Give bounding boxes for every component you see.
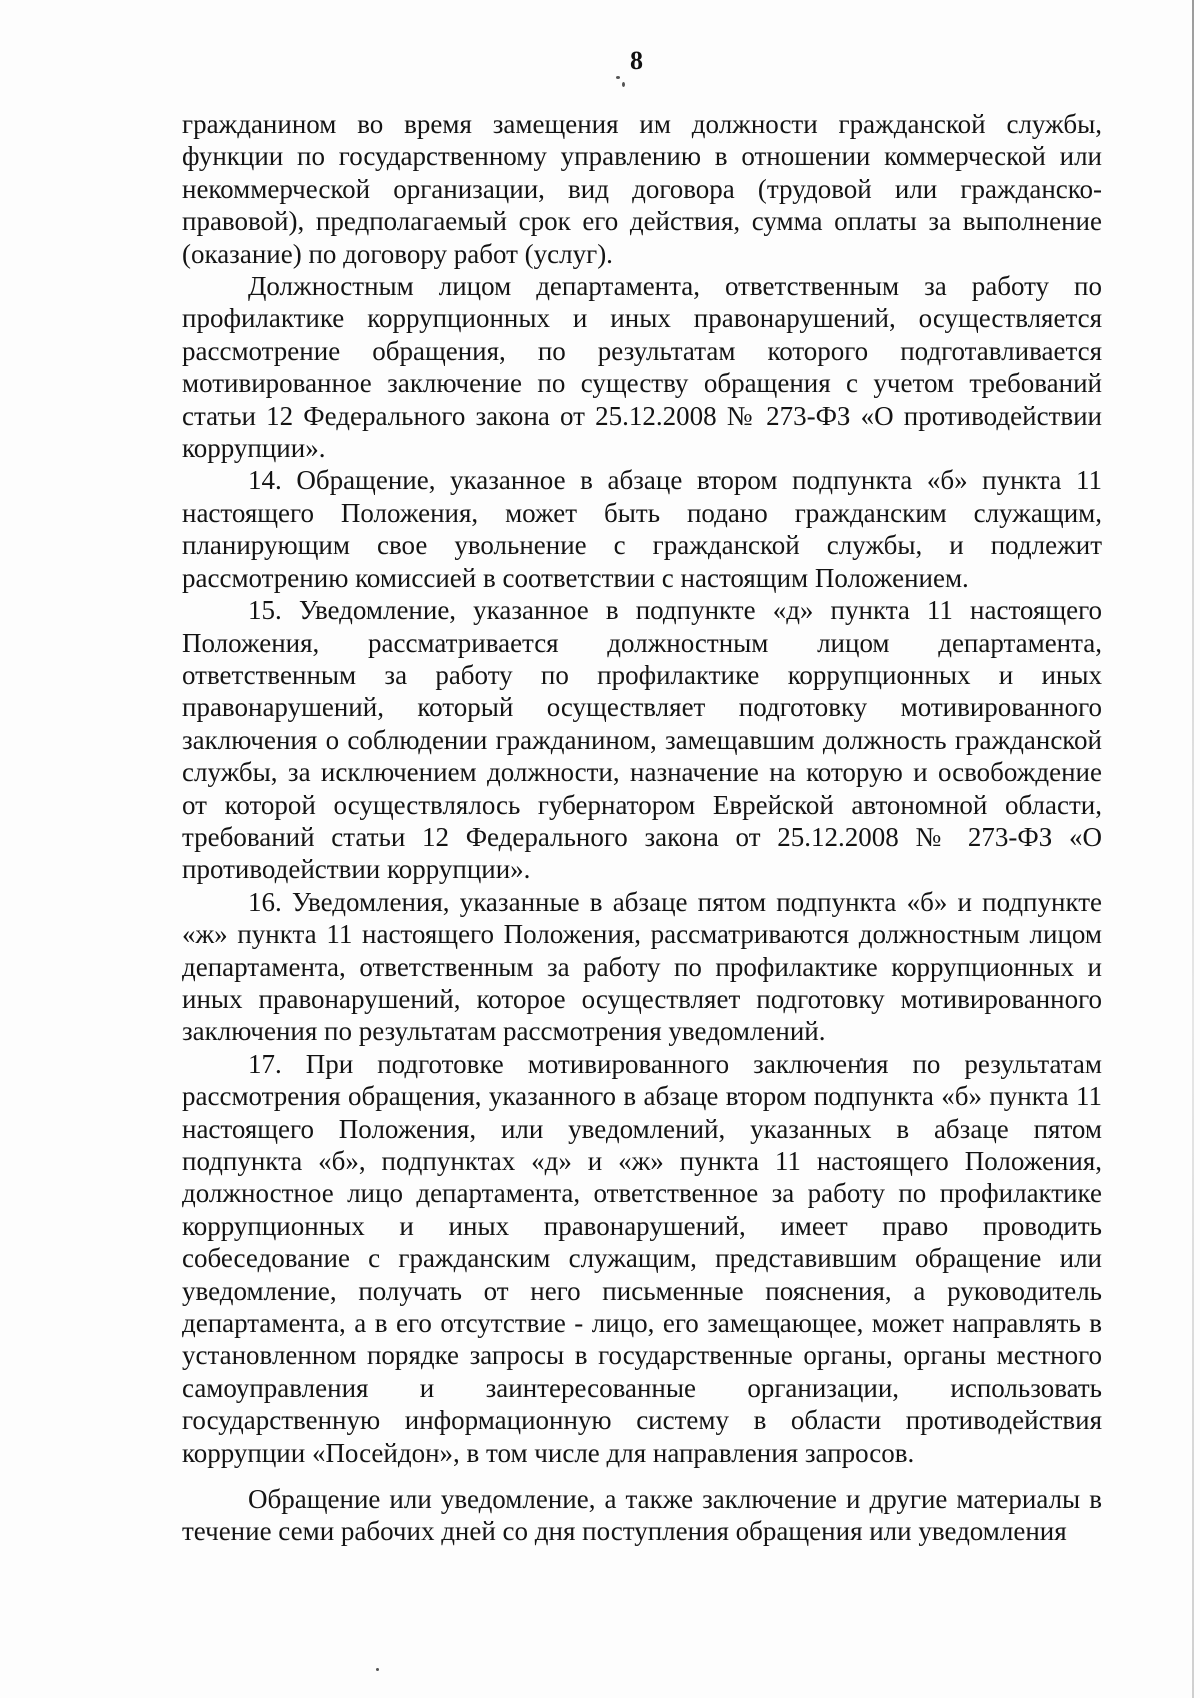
paragraph-item-14: 14. Обращение, указанное в абзаце втором подпункта «б» пункта 11 настоящего Положения, может быть подано гражданским служащим, планирующим свое увольнение с гражданской службы, и подлежит рассмотрению комиссией в соответствии с настоящим Положением. [182, 465, 1102, 593]
scan-speck [376, 1668, 379, 1671]
paragraph-item-17: 17. При подготовке мотивированного заключения по результатам рассмотрения обращения, указанного в абзаце втором подпункта «б» пункта 11 настоящего Положения, или уведомлений, указанных в абзаце пятом подпункта «б», подпунктах «д» и «ж» пункта 11 настоящего Положения, должностное лицо департамента, ответственное за работу по профилактике коррупционных и иных правонарушений, имеет право проводить собеседование с гражданским служащим, представившим обращение или уведомление, получать от него письменные пояснения, а руководитель департамента, а в его отсутствие - лицо, его замещающее, может направлять в установленном порядке запросы в государственные органы, органы местного самоуправления и заинтересованные организации, использовать государственную информационную систему в области противодействия коррупции «Посейдон», в том числе для направления запросов. [182, 1048, 1102, 1468]
paragraph-materials: Обращение или уведомление, а также заключение и другие материалы в течение семи рабочих дней со дня поступления обращения или уведомления [182, 1484, 1102, 1547]
paragraph-continuation: гражданином во время замещения им должности гражданской службы, функции по государственному управлению в отношении коммерческой или некоммерческой организации, вид договора (трудовой или гражданско-правовой), предполагаемый срок его действия, сумма оплаты за выполнение (оказание) по договору работ (услуг). [182, 109, 1102, 269]
paragraph-item-16: 16. Уведомления, указанные в абзаце пятом подпункта «б» и подпункте «ж» пункта 11 настоящего Положения, рассматриваются должностным лицом департамента, ответственным за работу по профилактике коррупционных и иных правонарушений, которое осуществляет подготовку мотивированного заключения по результатам рассмотрения уведомлений. [182, 886, 1102, 1047]
scan-speck [622, 82, 625, 87]
paragraph-item-15: 15. Уведомление, указанное в подпункте «д» пункта 11 настоящего Положения, рассматривается должностным лицом департамента, ответственным за работу по профилактике коррупционных и иных правонарушений, который осуществляет подготовку мотивированного заключения о соблюдении гражданином, замещавшим должность гражданской службы, за исключением должности, назначение на которую и освобождение от которой осуществлялось губернатором Еврейской автономной области, требований статьи 12 Федерального закона от 25.12.2008 № 273-ФЗ «О противодействии коррупции». [182, 595, 1102, 885]
scan-edge-shadow [1192, 0, 1194, 1698]
document-body [182, 108, 1102, 1548]
scan-speck [616, 76, 620, 79]
page-number: 8 [630, 46, 643, 75]
paragraph-official-review: Должностным лицом департамента, ответственным за работу по профилактике коррупционных и иных правонарушений, осуществляется рассмотрение обращения, по результатам которого подготавливается мотивированное заключение по существу обращения с учетом требований статьи 12 Федерального закона от 25.12.2008 № 273-ФЗ «О противодействии коррупции». [182, 271, 1102, 464]
